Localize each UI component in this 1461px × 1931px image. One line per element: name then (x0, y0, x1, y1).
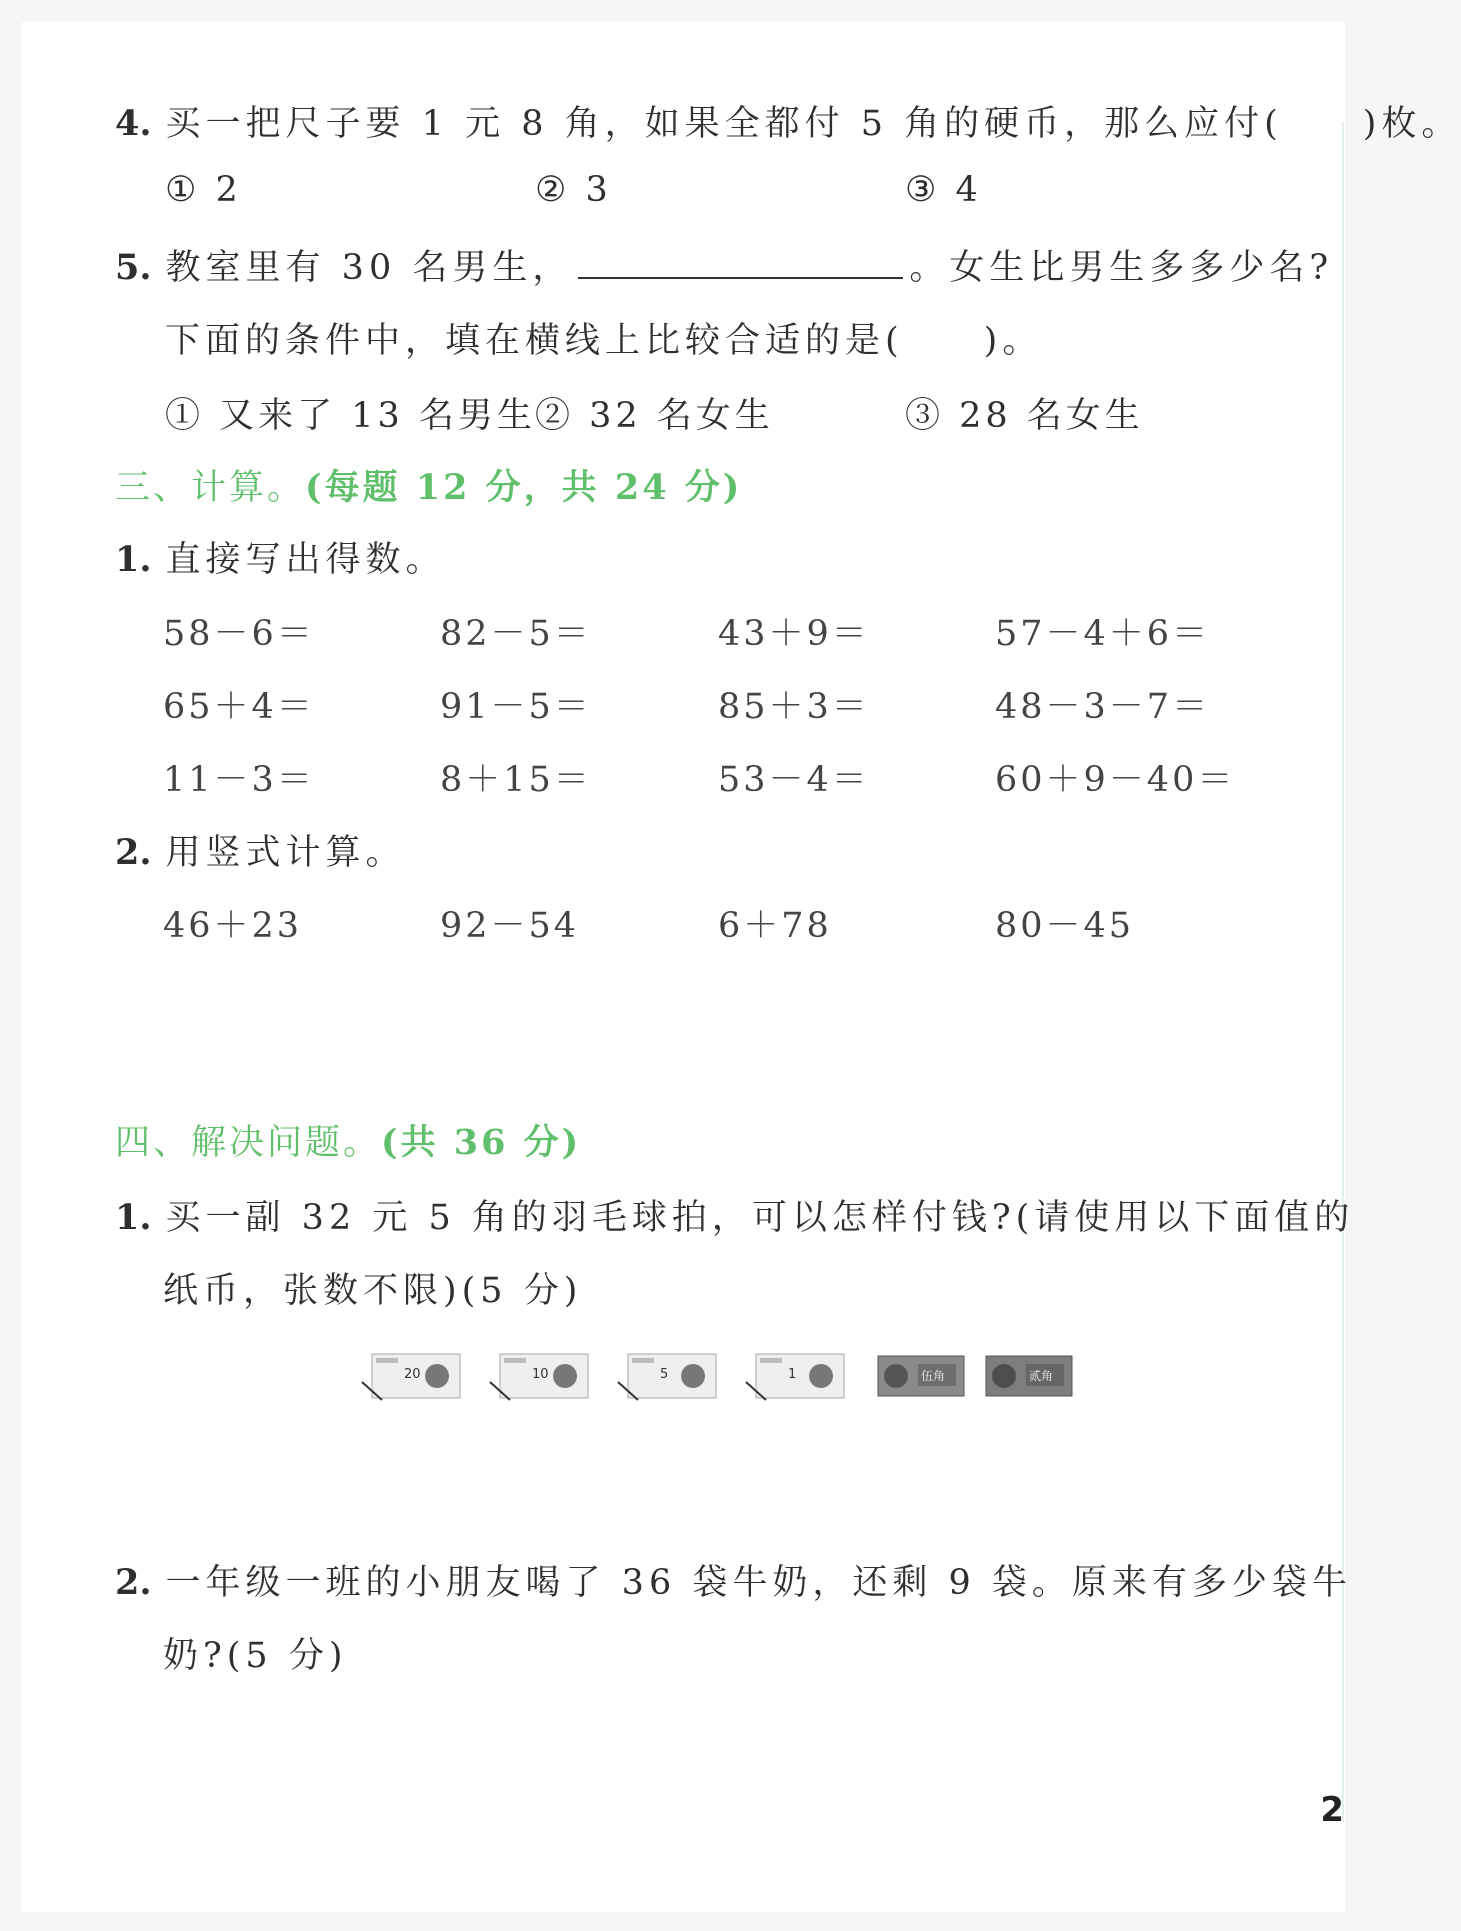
page-number: 2 (1320, 1790, 1344, 1830)
q4-option-1: ① 2 (165, 170, 242, 210)
mental-math-item: 91－5＝ (440, 687, 592, 727)
question-number: 2. (115, 1562, 152, 1603)
problem-2-line-2: 奶?(5 分) (163, 1636, 348, 1676)
question-text: 直接写出得数。 (165, 540, 446, 580)
question-text: 教室里有 30 名男生， (165, 248, 573, 288)
mental-math-item: 85＋3＝ (718, 687, 870, 727)
section-4-heading (115, 1115, 581, 1165)
section-score: (每题 12 分，共 24 分) (305, 467, 743, 508)
mental-math-item: 48－3－7＝ (995, 687, 1211, 727)
mental-math-item: 11－3＝ (163, 760, 315, 800)
mental-math-item: 65＋4＝ (163, 687, 315, 727)
banknote-value: 10 (532, 1367, 549, 1382)
mental-math-item: 53－4＝ (718, 760, 870, 800)
banknote-icon (982, 1352, 1082, 1402)
mental-math-item: 8＋15＝ (440, 760, 592, 800)
mental-math-item: 58－6＝ (163, 614, 315, 654)
banknote-20-yuan (362, 1352, 462, 1402)
vertical-calc-item: 6＋78 (718, 906, 832, 946)
fill-blank-line[interactable] (578, 247, 903, 279)
section-3-heading (115, 460, 742, 510)
question-text-b: 。女生比男生多多少名? (909, 248, 1334, 288)
question-text-tail: )。 (983, 321, 1043, 361)
mental-math-item: 57－4＋6＝ (995, 614, 1211, 654)
question-number: 4. (115, 103, 152, 144)
banknote-5-yuan (618, 1352, 718, 1402)
banknote-2-jiao (982, 1352, 1082, 1402)
banknote-icon (874, 1352, 974, 1402)
banknote-10-yuan (490, 1352, 590, 1402)
mental-math-item: 82－5＝ (440, 614, 592, 654)
question-number: 2. (115, 832, 152, 873)
q5-option-3: ③ 28 名女生 (905, 396, 1144, 436)
vertical-calc-item: 46＋23 (163, 906, 303, 946)
section-title: 三、计算。 (115, 468, 306, 508)
section-score: (共 36 分) (381, 1122, 582, 1163)
problem-1-line-2: 纸币，张数不限)(5 分) (163, 1271, 583, 1311)
question-text: 用竖式计算。 (165, 833, 406, 873)
question-text: 下面的条件中，填在横线上比较合适的是( (165, 321, 904, 361)
banknote-value: 1 (788, 1367, 797, 1382)
question-number: 1. (115, 1197, 152, 1238)
q5-option-2: ② 32 名女生 (535, 396, 774, 436)
mental-math-item: 43＋9＝ (718, 614, 870, 654)
q4-option-3: ③ 4 (905, 170, 982, 210)
banknote-value: 伍角 (921, 1369, 946, 1383)
question-5 (115, 240, 1333, 290)
banknote-icon (746, 1352, 846, 1402)
question-text: 买一把尺子要 1 元 8 角，如果全都付 5 角的硬币，那么应付( (165, 104, 1283, 144)
q5-line-2 (165, 313, 1042, 363)
banknote-5-jiao (874, 1352, 974, 1402)
banknote-icon (362, 1352, 462, 1402)
q5-option-1: ① 又来了 13 名男生 (165, 396, 536, 436)
banknote-icon (618, 1352, 718, 1402)
q4-option-2: ② 3 (535, 170, 612, 210)
calc-1 (115, 532, 446, 582)
calc-2 (115, 825, 406, 875)
vertical-calc-item: 92－54 (440, 906, 580, 946)
section-title: 四、解决问题。 (115, 1123, 382, 1163)
banknote-value: 5 (660, 1367, 669, 1382)
question-number: 5. (115, 247, 152, 288)
banknote-icon (490, 1352, 590, 1402)
mental-math-item: 60＋9－40＝ (995, 760, 1236, 800)
question-number: 1. (115, 539, 152, 580)
question-text-tail: )枚。 (1362, 104, 1461, 144)
question-text: 一年级一班的小朋友喝了 36 袋牛奶，还剩 9 袋。原来有多少袋牛 (165, 1563, 1352, 1603)
problem-1 (115, 1190, 1354, 1240)
banknote-value: 20 (404, 1367, 421, 1382)
question-4 (115, 96, 1461, 146)
banknote-1-yuan (746, 1352, 846, 1402)
banknote-value: 贰角 (1029, 1369, 1054, 1383)
problem-2 (115, 1555, 1352, 1605)
vertical-calc-item: 80－45 (995, 906, 1135, 946)
question-text: 买一副 32 元 5 角的羽毛球拍，可以怎样付钱?(请使用以下面值的 (165, 1198, 1355, 1238)
